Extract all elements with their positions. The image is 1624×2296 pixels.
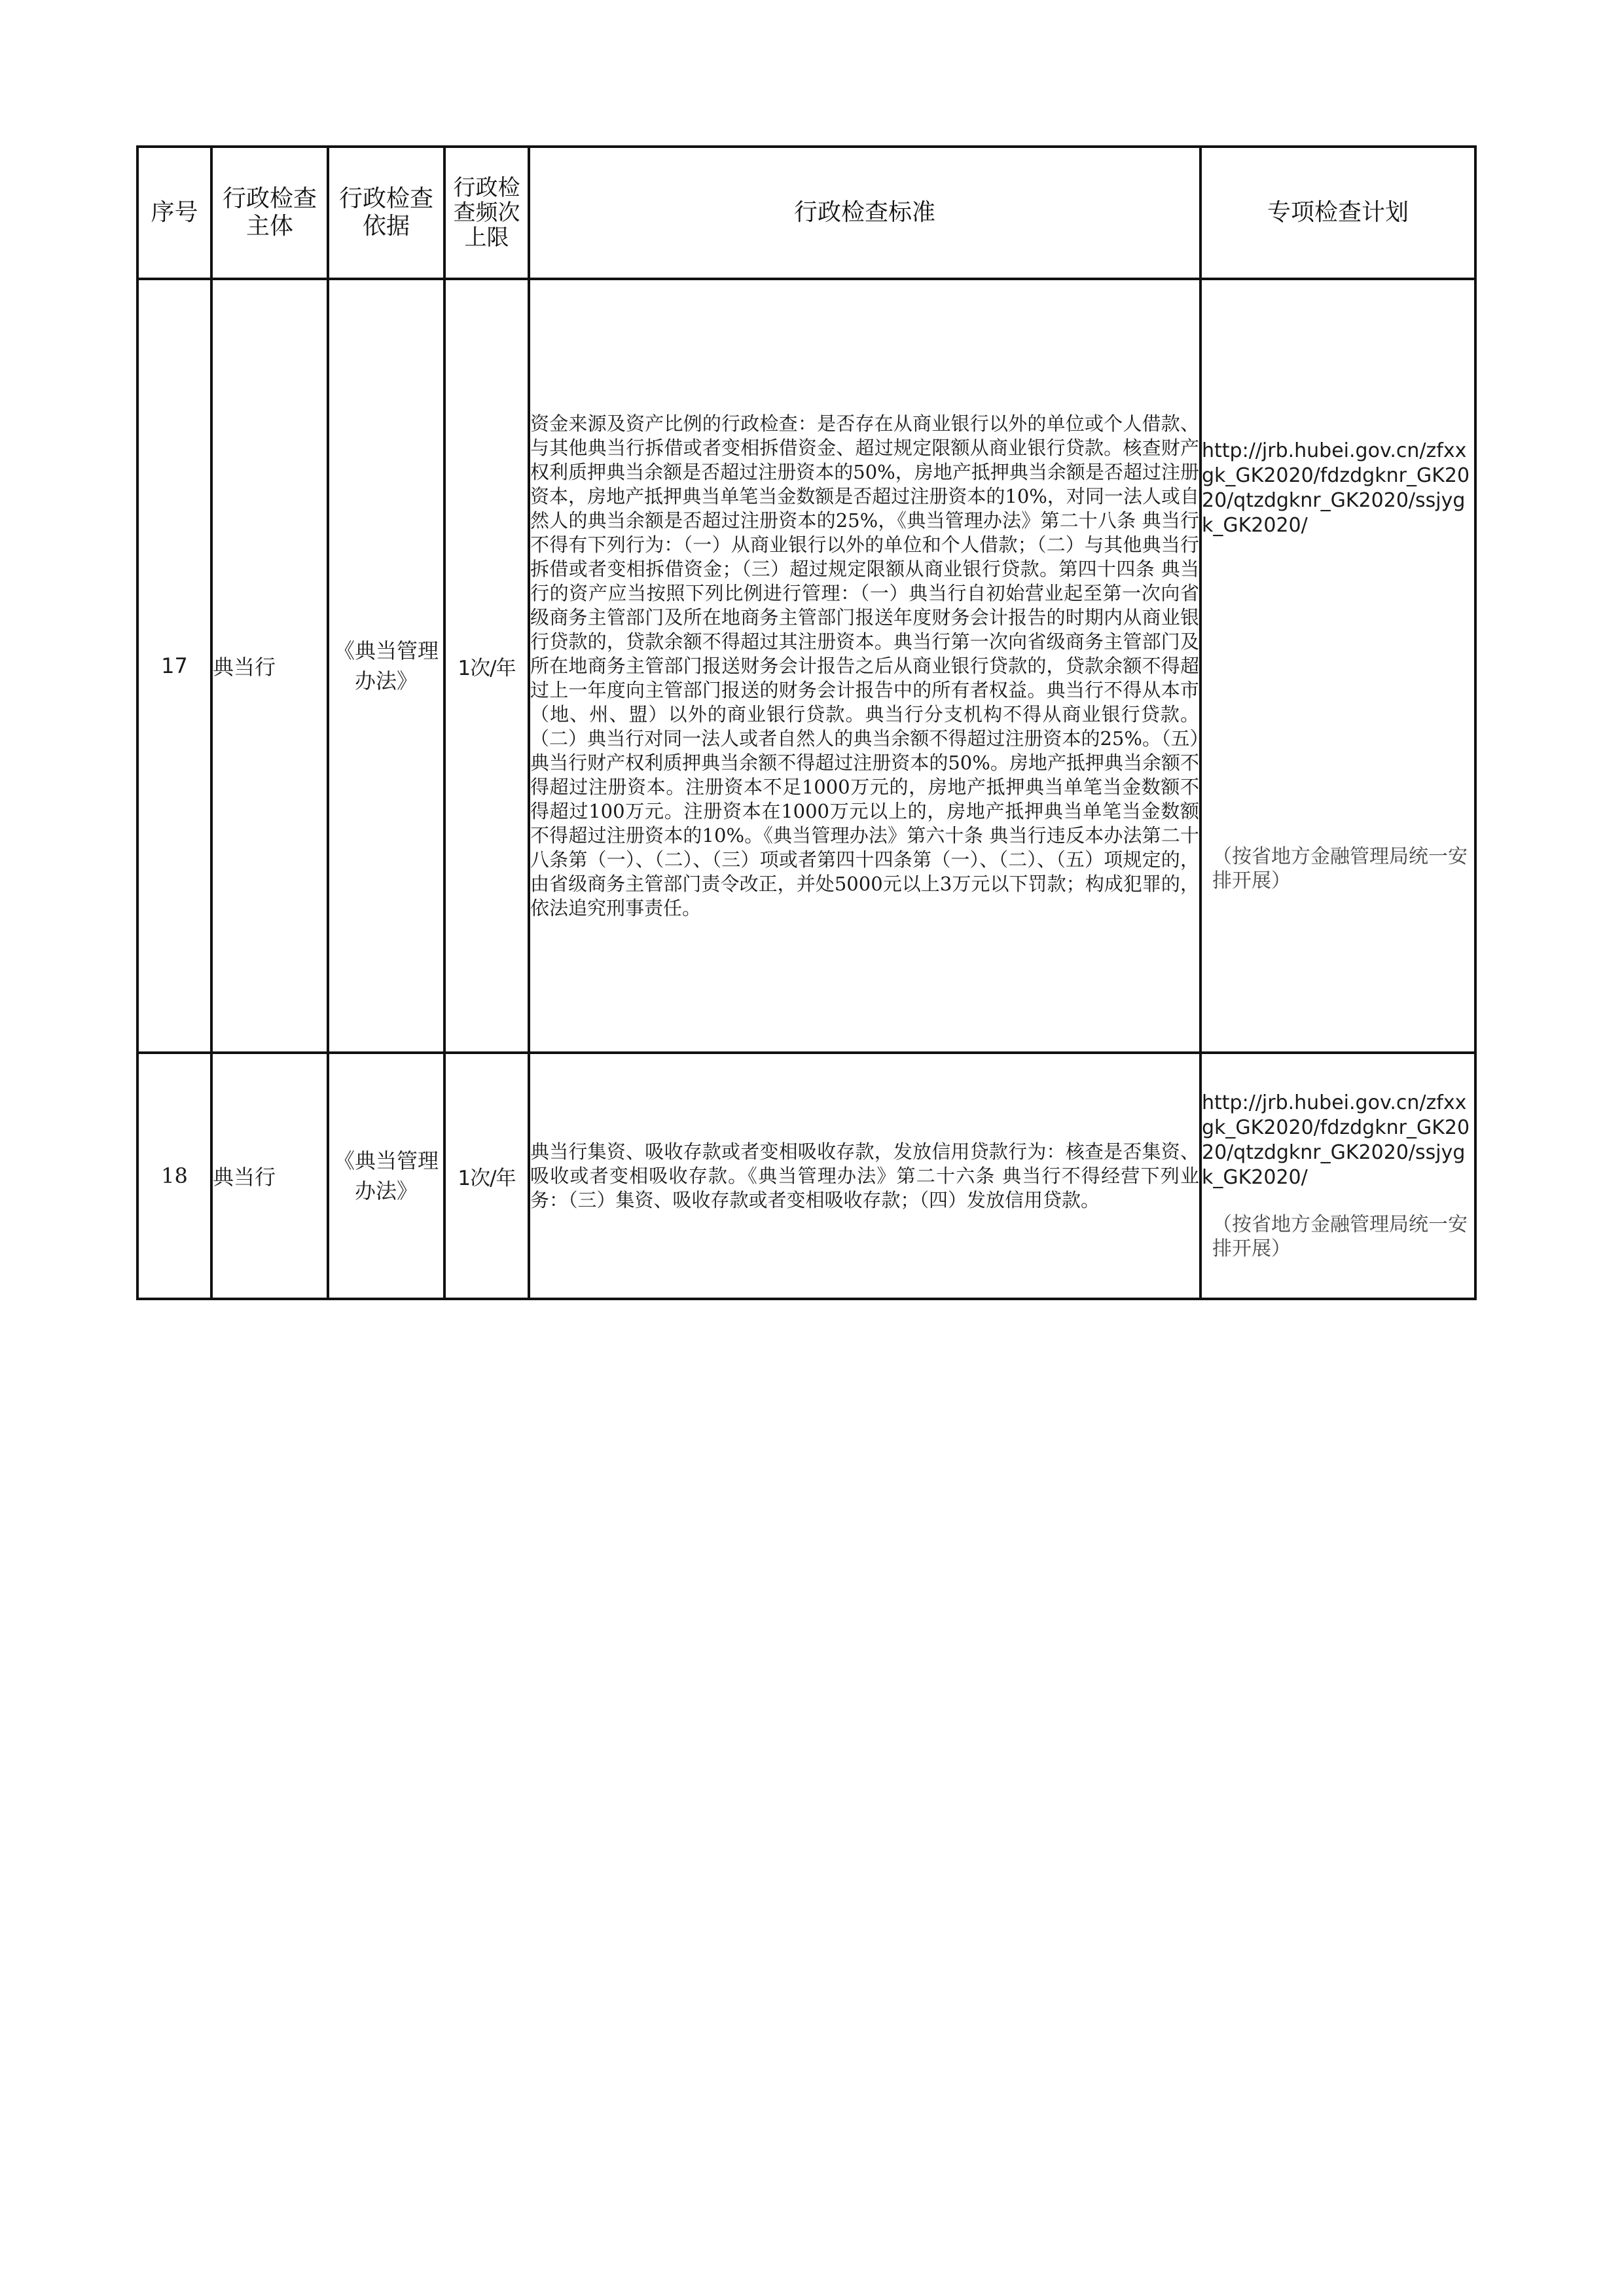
header-basis: 行政检查依据 [328,147,444,279]
table-row [137,279,1475,1053]
row-plan [1200,1053,1475,1299]
plan-note: （按省地方金融管理局统一安排开展） [1212,1213,1468,1260]
row-subject: 典当行 [211,279,328,1053]
plan-link[interactable]: http://jrb.hubei.gov.cn/zfxxgk_GK2020/fdzdgknr_GK2020/qtzdgknr_GK2020/ssjygk_GK2020/ [1202,439,1470,537]
header-standard: 行政检查标准 [529,147,1200,279]
plan-link[interactable]: http://jrb.hubei.gov.cn/zfxxgk_GK2020/fdzdgknr_GK2020/qtzdgknr_GK2020/ssjygk_GK2020/ [1202,1091,1470,1189]
row-standard: 资金来源及资产比例的行政检查：是否存在从商业银行以外的单位或个人借款、与其他典当行拆借或者变相拆借资金、超过规定限额从商业银行贷款。核查财产权利质押典当余额是否超过注册资本的50%，房地产抵押典当余额是否超过注册资本，房地产抵押典当单笔当金数额是否超过注册资本的10%，对同一法人或自然人的典当余额是否超过注册资本的25%，《典当管理办法》第二十八条 典当行不得有下列行为：（一）从商业银行以外的单位和个人借款；（二）与其他典当行拆借或者变相拆借资金；（三）超过规定限额从商业银行贷款。第四十四条 典当行的资产应当按照下列比例进行管理：（一）典当行自初始营业起至第一次向省级商务主管部门及所在地商务主管部门报送年度财务会计报告的时期内从商业银行贷款的，贷款余额不得超过其注册资本。典当行第一次向省级商务主管部门及所在地商务主管部门报送财务会计报告之后从商业银行贷款的，贷款余额不得超过上一年度向主管部门报送的财务会计报告中的所有者权益。典当行不得从本市（地、州、盟）以外的商业银行贷款。典当行分支机构不得从商业银行贷款。（二）典当行对同一法人或者自然人的典当余额不得超过注册资本的25%。（五）典当行财产权利质押典当余额不得超过注册资本的50%。房地产抵押典当余额不得超过注册资本。注册资本不足1000万元的，房地产抵押典当单笔当金数额不得超过100万元。注册资本在1000万元以上的，房地产抵押典当单笔当金数额不得超过注册资本的10%。《典当管理办法》第六十条 典当行违反本办法第二十八条第（一）、（二）、（三）项或者第四十四条第（一）、（二）、（五）项规定的，由省级商务主管部门责令改正，并处5000元以上3万元以下罚款；构成犯罪的，依法追究刑事责任。 [529,279,1200,1053]
row-standard: 典当行集资、吸收存款或者变相吸收存款，发放信用贷款行为：核查是否集资、吸收或者变相吸收存款。《典当管理办法》第二十六条 典当行不得经营下列业务：（三）集资、吸收存款或者变相吸收存款；（四）发放信用贷款。 [529,1053,1200,1299]
header-row [137,147,1475,279]
row-basis: 《典当管理办法》 [328,1053,444,1299]
row-frequency: 1次/年 [444,1053,529,1299]
header-index: 序号 [137,147,211,279]
row-basis: 《典当管理办法》 [328,279,444,1053]
header-subject: 行政检查主体 [211,147,328,279]
row-index: 18 [137,1053,211,1299]
row-frequency: 1次/年 [444,279,529,1053]
header-frequency: 行政检查频次上限 [444,147,529,279]
inspection-table [136,145,1477,1300]
row-plan [1200,279,1475,1053]
header-plan: 专项检查计划 [1200,147,1475,279]
row-subject: 典当行 [211,1053,328,1299]
plan-note: （按省地方金融管理局统一安排开展） [1212,845,1468,892]
table-row [137,1053,1475,1299]
row-index: 17 [137,279,211,1053]
